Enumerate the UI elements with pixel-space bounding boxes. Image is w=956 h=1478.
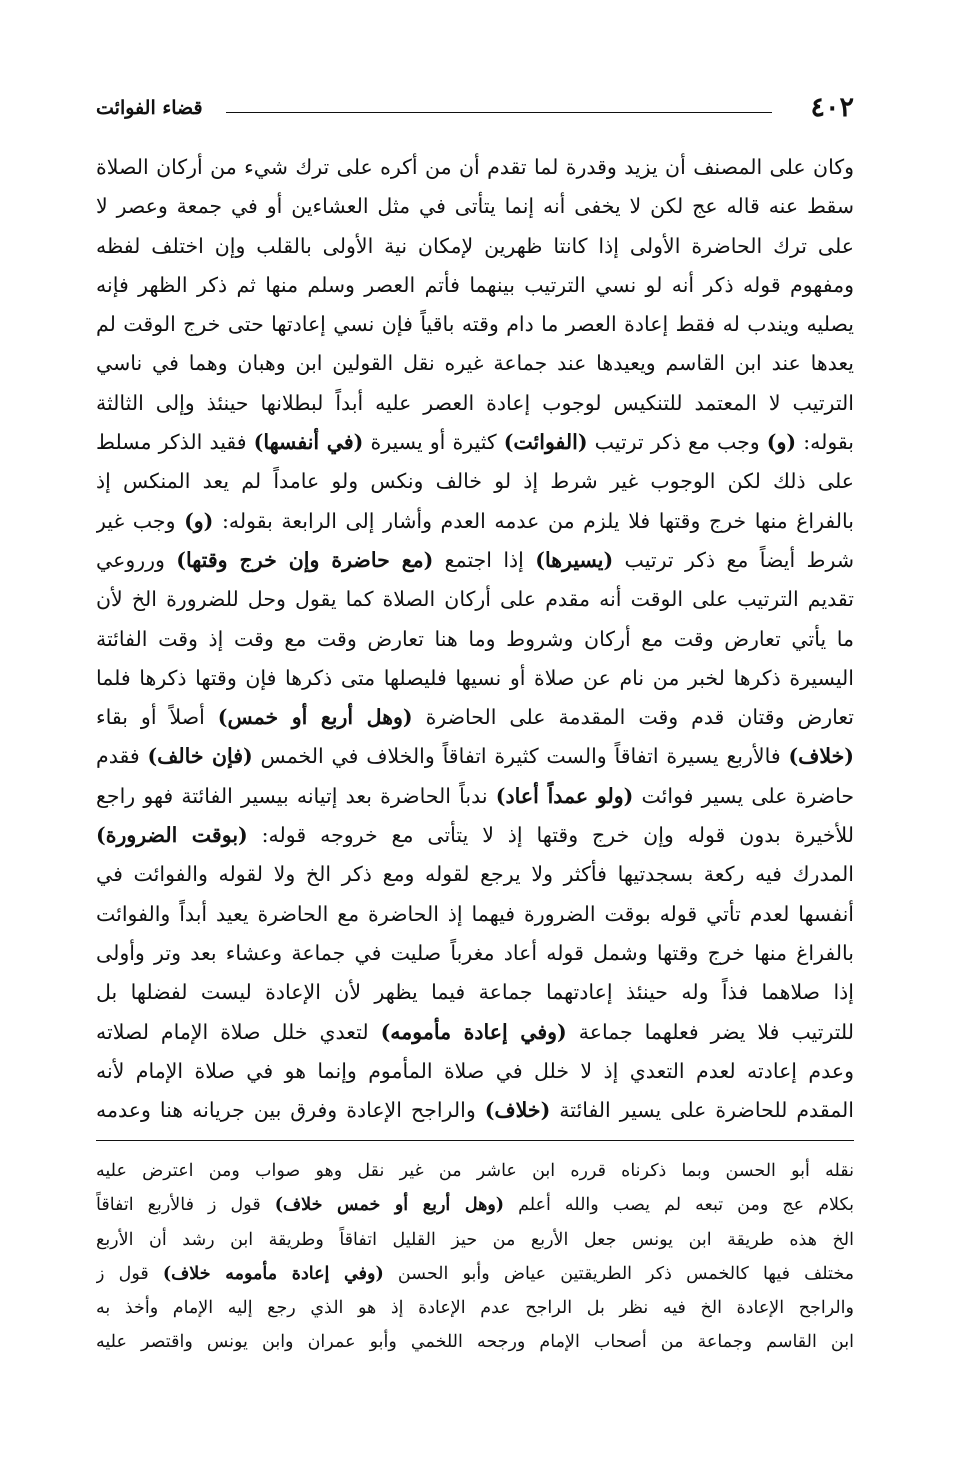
text-segment: على ذلك لكن الوجوب غير شرط إذ لو خالف ونكس ولو عامداً لم يعد المنكس إذ (96, 469, 854, 494)
text-segment: يصليه ويندب له فقط إعادة العصر ما دام وقته باقياً فإن نسي إعادتها حتى خرج الوقت لم (96, 312, 854, 337)
text-segment: المقدم للحاضرة على يسير الفائتة (550, 1098, 854, 1123)
bold-segment: (الفوائت) (503, 430, 588, 455)
bold-segment: (ولو عمداً أعاد) (495, 783, 634, 808)
text-segment: قول ز فالأربع اتفاقاً (96, 1195, 275, 1216)
bold-segment: (وفي إعادة مأمومه خلاف) (162, 1263, 384, 1284)
main-text-body (96, 148, 854, 1130)
text-segment: سقط عنه قاله عج لكن لا يخفى أنه إنما يتأتى في مثل العشاءين أو في جمعة وعصر لا (96, 194, 854, 219)
bold-segment: (في أنفسها) (253, 430, 364, 455)
text-line (96, 541, 854, 580)
bold-segment: (خلاف) (484, 1098, 551, 1123)
text-segment: على ترك الحاضرة الأولى إذا كانتا ظهرين لإمكان نية الأولى بالقلب وإن اختلف لفظه (96, 233, 854, 258)
text-line (96, 1052, 854, 1091)
text-line (96, 580, 854, 619)
text-line (96, 148, 854, 187)
text-segment: مختلف فيها كالخمس ذكر الطريقتين عياض وأبو الحسن (383, 1263, 854, 1284)
text-line (96, 462, 854, 501)
text-line (96, 777, 854, 816)
bold-segment: (وهل أربع أو خمس خلاف) (274, 1195, 505, 1216)
text-line (96, 855, 854, 894)
text-line (96, 423, 854, 462)
text-segment: لتعدي خلل صلاة الإمام لصلاته (96, 1019, 381, 1044)
text-line (96, 1013, 854, 1052)
footnote-line (96, 1257, 854, 1291)
footnote-line (96, 1325, 854, 1359)
footnotes-body (96, 1154, 854, 1360)
footnote-separator (96, 1140, 854, 1141)
bold-segment: (فإن خالف) (147, 744, 253, 769)
text-segment: شرط أيضاً مع ذكر ترتيب (613, 547, 854, 572)
text-line (96, 620, 854, 659)
text-segment: تقديم الترتيب على الوقت أنه مقدم على أركان الصلاة كما يقول وحل للضرورة الخ لأن (96, 587, 854, 612)
text-segment: أنفسها لعدم تأتي قوله بوقت الضرورة فيهما إذ الحاضرة مع الحاضرة يعيد أبداً والفوائت (96, 901, 854, 926)
bold-segment: (بوقت الضرورة) (96, 823, 248, 848)
text-segment: اليسيرة ذكرها لخبر من نام عن صلاة أو نسيها فليصلها متى ذكرها فإن وقتها ذكرها فلما (96, 665, 854, 690)
text-line (96, 187, 854, 226)
text-segment: وكان على المصنف أن يزيد وقدرة لما تقدم أن من أكره على ترك شيء من أركان الصلاة (96, 155, 854, 179)
text-segment: ابن القاسم وجماعة من أصحاب الإمام ورجحه اللخمي وأبو عمران وابن يونس واقتصر عليه (96, 1332, 854, 1353)
text-segment: نقله أبو الحسن وبما ذكرناه قرره ابن عاشر من غير نقل وهو صواب ومن اعترض عليه (96, 1161, 854, 1181)
text-segment: فقيد الذكر مسلط (96, 430, 254, 455)
text-segment: الخ هذه طريقة ابن يونس جعل الأربع من حيز القليل اتفاقاً وطريقة ابن رشد أن الأربع (96, 1229, 854, 1250)
footnote-line (96, 1154, 854, 1188)
text-line (96, 816, 854, 855)
text-line (96, 266, 854, 305)
text-segment: والراجح الإعادة وفرق بين جريانه هنا وعدمه (96, 1098, 485, 1123)
text-segment: للترتيب فلا يضر فعلهما جماعة (566, 1019, 854, 1044)
text-line (96, 737, 854, 776)
text-line (96, 384, 854, 423)
text-line (96, 502, 854, 541)
text-line (96, 895, 854, 934)
bold-segment: (و) (184, 508, 214, 533)
text-segment: المدرك فيه ركعة بسجدتيها فأكثر ولا يرجع لقوله ومع ذكر الخ ولا لقوله والفوائت في (96, 862, 854, 887)
bold-segment: (خلاف) (788, 744, 854, 769)
text-segment: أصلاً أو بقاء (96, 705, 218, 730)
text-segment: قول ز (96, 1263, 163, 1284)
text-segment: ومفهوم قوله ذكر أنه لو نسي الترتيب بينهما فأتم العصر وسلم منها ثم ذكر الظهر فإنه (96, 272, 854, 297)
text-line (96, 659, 854, 698)
text-line (96, 305, 854, 344)
text-line (96, 227, 854, 266)
footnote-line (96, 1188, 854, 1222)
text-segment: للأخيرة بدون قوله وإن خرج وقتها إذ لا يتأتى مع خروجه قوله: (247, 823, 854, 848)
text-segment: بالفراغ منها خرج وقتها فلا يلزم من عدمه العدم وأشار إلى الرابعة بقوله: (213, 508, 854, 533)
text-segment: إذا صلاهما فذاً وله حينئذ إعادتهما جماعة فيما يظهر لأن الإعادة ليست لفضلها بل (96, 980, 854, 1005)
text-segment: وجب مع ذكر ترتيب (587, 430, 767, 455)
text-segment: يعدها عند ابن القاسم ويعيدها عند جماعة غيره نقل القولين ابن وهبان وهما في ناسي (96, 351, 854, 376)
text-segment: ندباً الحاضرة بعد إتيانه بيسير الفائتة فهو راجع (96, 783, 496, 808)
bold-segment: (و) (766, 430, 797, 455)
text-segment: بالفراغ منها خرج وقتها وشمل قوله أعاد مغرباً صليت في جماعة وعشاء بعد وتر وأولى (96, 940, 854, 965)
page-header (96, 92, 854, 132)
text-line (96, 934, 854, 973)
text-segment: الترتيب لا المعتمد للتنكيس لوجوب إعادة العصر عليه أبداً لبطلانها حينئذ وإلى الثالثة (96, 390, 854, 415)
text-segment: والراجح الإعادة الخ فيه نظر بل الراجح عدم الإعادة إذ هو الذي رجع إليه الإمام وأخذ به (96, 1298, 854, 1319)
text-segment: إذا اجتمع (433, 547, 536, 572)
text-segment: ورروعي (96, 547, 177, 572)
text-line (96, 973, 854, 1012)
text-segment: حاضرة على يسير فوائت (633, 783, 854, 808)
text-line (96, 698, 854, 737)
bold-segment: (مع حاضرة وإن خرج وقتها) (176, 547, 434, 572)
text-segment: بقوله: (796, 430, 854, 455)
text-segment: تعارض وقتان قدم وقت المقدمة على الحاضرة (412, 705, 854, 730)
header-rule (226, 112, 772, 113)
text-segment: بكلام عج ومن تبعه لم يصب والله أعلم (504, 1195, 854, 1216)
text-segment: فقدم (96, 744, 148, 769)
text-segment: ما يأتي تعارض وقت مع أركان وشروط وما هنا تعارض وقت مع وقت إذ وقت الفائتة (96, 626, 854, 651)
footnote-line (96, 1223, 854, 1257)
text-segment: فالأربع يسيرة اتفاقاً والست كثيرة اتفاقاً والخلاف في الخمس (252, 744, 789, 769)
footnote-line (96, 1291, 854, 1325)
text-line (96, 344, 854, 383)
bold-segment: (وفي إعادة مأمومه) (380, 1019, 567, 1044)
text-line (96, 1091, 854, 1130)
bold-segment: (يسيرها) (535, 547, 614, 572)
running-title: قضاء الفوائت (96, 97, 203, 119)
bold-segment: (وهل أربع أو خمس) (217, 705, 413, 730)
page-number: ٤٠٢ (810, 92, 854, 123)
text-segment: وجب غير (96, 508, 185, 533)
text-segment: وعدم إعادته لعدم التعدي إذ لا خلل في صلاة المأموم وإنما هو في صلاة الإمام لأنه (96, 1058, 854, 1083)
text-segment: كثيرة أو يسيرة (363, 430, 504, 455)
